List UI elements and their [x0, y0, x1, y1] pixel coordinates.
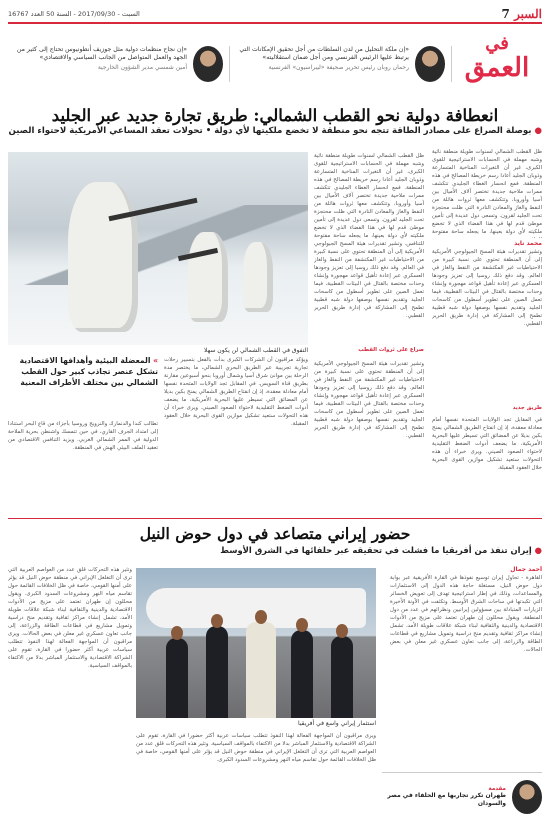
photo-caption: التفوق في القطب الشمالي لن يكون سهلا [204, 347, 308, 354]
brand-name: السبر [514, 7, 542, 21]
author-quote: طهران تكرر تجاربها مع الحلفاء في مصر والسودان [387, 792, 506, 807]
article-text: ظل القطب الشمالي لسنوات طويلة منطقة نائية وشبه مهملة في الحسابات الاستراتيجية للقوى الكبرى، غير أن التغيرات المناخية المتسارعة وذوبان الجليد أعادا رسم خريطة المصالح في هذه المنطقة. فمع انحسار الغطاء الجليدي تتكشف ممرات ملاحية جديدة تختصر آلاف الأميال بين آسيا وأوروبا، وتتكشف معها ثروات هائلة من النفط والغاز والمعادن النادرة التي ظلت محتجزة تحت الجليد لقرون. وتسعى دول عديدة إلى تأمين موطئ قدم لها في هذا الفضاء الذي لا تخضع ملكيته لأي دولة بعينها، ما يجعله ساحة مفتوحة للتنافس. [314, 153, 424, 247]
story1-subhead [8, 126, 542, 136]
pull-quote [8, 355, 158, 388]
article-text: وتشير تقديرات هيئة المسح الجيولوجي الأمريكية إلى أن المنطقة تحتوي على نسبة كبيرة من الاحتياطيات غير المكتشفة من النفط والغاز في العالم. وقد دفع ذلك روسيا إلى تعزيز وجودها العسكري عبر إعادة تأهيل قواعد مهجورة وإنشاء وحدات مختصة بالقتال في البيئات القطبية، فيما تعمل الصين على تطوير أسطول من كاسحات الجليد وتقديم نفسها بوصفها دولة شبه قطبية تطمح إلى المشاركة في إدارة طريق الحرير القطبي. [314, 361, 424, 439]
columnist-quote: «إن ملكة التحليل من لدن السلطات من أجل تحقيق الإمكانات التي يرتبط عليها الرئيس الفرنسي ومن أجل ضمان استقلاليته» [239, 46, 409, 62]
columnist-quote: «إن نجاح منظمات دولية مثل جوزيف أنطونيوس تحتاج إلى كثير من الجهد والعمل المتواصل من الجانب السياسي والاقتصادي» [16, 46, 187, 62]
story-divider [8, 518, 542, 519]
byline: محمد نايد [514, 240, 542, 247]
columnist-box-1 [8, 46, 230, 82]
article-text: ويقول محللون إن طهران تعتمد على مزيج من الأدوات الاقتصادية والدينية والثقافية لبناء شبكة علاقات طويلة الأمد، تشمل إنشاء مراكز ثقافية وتقديم منح دراسية وتمويل مشاريع في قطاعات الطاقة والزراعة، إلى جانب تعاون عسكري غير معلن في بعض الحالات. [390, 615, 542, 653]
photo-caption-2: استثمار إيراني واسع في أفريقيا [298, 720, 376, 727]
quote-mark-icon: » [150, 356, 158, 365]
article-text: وتشير تقديرات هيئة المسح الجيولوجي الأمريكية إلى أن المنطقة تحتوي على نسبة كبيرة من الاحتياطيات غير المكتشفة من النفط والغاز في العالم. وقد دفع ذلك روسيا إلى تعزيز وجودها العسكري عبر إعادة تأهيل قواعد مهجورة وإنشاء وحدات مختصة بالقتال في البيئات القطبية، فيما تعمل الصين على تطوير أسطول من كاسحات الجليد وتقديم نفسها بوصفها دولة شبه قطبية تطمح إلى المشاركة في إدارة طريق الحرير القطبي. [432, 249, 542, 327]
article-text: في المقابل تجد الولايات المتحدة نفسها أمام معادلة معقدة، إذ إن انفتاح الطريق الشمالي يمنح بكين بديلا عن المضائق التي تسيطر عليها البحرية الأمريكية، ما يضعف أدوات الضغط التقليدية لاحتواء الصعود الصيني. ويرى خبراء أن هذه التحولات ستعيد تشكيل موازين القوى البحرية خلال العقود المقبلة. [164, 381, 308, 427]
story1-col-left-2 [164, 356, 308, 516]
story1-subhead-text: بوصلة الصراع على مصادر الطاقة تتجه نحو منطقة لا تخضع ملكيتها لأي دولة • تحولات تعقد المساعي الأمريكية لاحتواء الصين [8, 126, 532, 136]
section-logo-line2: العمق [464, 53, 530, 83]
article-text: وتثير هذه التحركات قلق عدد من العواصم العربية التي ترى أن التغلغل الإيراني في منطقة حوض النيل قد يؤثر على أمنها القومي، خاصة في ظل الخلافات القائمة حول تقاسم مياه النهر ومشروعات السدود الكبرى. [136, 741, 376, 763]
page-number: 7 [501, 7, 510, 21]
article-text: ويقول محللون إن طهران تعتمد على مزيج من الأدوات الاقتصادية والدينية والثقافية لبناء شبكة علاقات طويلة الأمد، تشمل إنشاء مراكز ثقافية وتقديم منح دراسية وتمويل مشاريع في قطاعات الطاقة والزراعة، إلى جانب تعاون عسكري غير معلن في بعض الحالات. [8, 591, 132, 637]
subheading: صراع على ثروات القطب [358, 347, 424, 353]
bullet-icon: ● [531, 126, 542, 136]
article-text: ويرى مراقبون أن المواجهة الفعالة لهذا النفوذ تتطلب سياسات عربية أكثر حضورا في القارة، تقوم على الشراكة الاقتصادية والاستثمار المباشر بدلا من الاكتفاء بالمواقف السياسية. [136, 733, 376, 747]
story2-subhead-text: إيران تنفذ من أفريقيا ما فشلت في تحقيقه عبر حلفائها في الشرق الأوسط [220, 545, 532, 555]
story1-col-right-2 [432, 240, 542, 400]
avatar [415, 46, 445, 82]
subheading: طريق جديد [512, 405, 542, 411]
dateline: السبت - 2017/09/30 - السنة 50 العدد 16767 [8, 10, 140, 18]
arctic-soldiers-photo [8, 152, 308, 345]
story1-col-left [8, 420, 158, 515]
author-label: مقدمة [488, 786, 506, 792]
page-header [8, 28, 542, 100]
pull-quote-text: المعضلة البيئية وأهدافها الاقتصادية تشكل عنصر تجاذب كبير حول القطب الشمالي بين مختلف الأطراف المعنية [19, 356, 158, 387]
article-text: في المقابل تجد الولايات المتحدة نفسها أمام معادلة معقدة، إذ إن انفتاح الطريق الشمالي يمنح بكين بديلا عن المضائق التي تسيطر عليها البحرية الأمريكية، ما يضعف أدوات الضغط التقليدية لاحتواء الصعود الصيني. ويرى خبراء أن هذه التحولات ستعيد تشكيل موازين القوى البحرية خلال العقود المقبلة. [432, 417, 542, 471]
story2-headline: حضور إيراني متصاعد في دول حوض النيل [139, 524, 411, 543]
story1-sidehead-mid [314, 346, 424, 358]
article-text: ظل القطب الشمالي لسنوات طويلة منطقة نائية وشبه مهملة في الحسابات الاستراتيجية للقوى الكبرى، غير أن التغيرات المناخية المتسارعة وذوبان الجليد أعادا رسم خريطة المصالح في هذه المنطقة. فمع انحسار الغطاء الجليدي تتكشف ممرات ملاحية جديدة تختصر آلاف الأميال بين آسيا وأوروبا، وتتكشف معها ثروات هائلة من النفط والغاز والمعادن النادرة التي ظلت محتجزة تحت الجليد لقرون. وتسعى دول عديدة إلى تأمين موطئ قدم لها في هذا الفضاء الذي لا تخضع ملكيته لأي دولة بعينها، ما يجعله ساحة مفتوحة [432, 149, 542, 235]
story1-col-right-3 [432, 416, 542, 512]
story2-col-left [8, 566, 132, 818]
newspaper-brand [502, 7, 542, 21]
columnist-name: رحمان روبان رئيس تحرير صحيفة «ليبراسيون» الفرنسية [268, 64, 409, 72]
story1-col-middle [314, 152, 424, 342]
story2-author-box [382, 772, 542, 818]
article-text: وتثير هذه التحركات قلق عدد من العواصم العربية التي ترى أن التغلغل الإيراني في منطقة حوض النيل قد يؤثر على أمنها القومي، خاصة في ظل الخلافات القائمة حول تقاسم مياه النهر ومشروعات السدود الكبرى. [8, 567, 132, 597]
bullet-icon: ● [531, 545, 542, 555]
iran-africa-photo [136, 568, 376, 718]
story2-col-bottom [136, 732, 376, 818]
page-top-bar [8, 6, 542, 24]
story2-col-right [390, 566, 542, 766]
story2-subhead [8, 545, 542, 555]
columnist-box-2 [230, 46, 452, 82]
section-logo [452, 34, 542, 94]
story1-headline: انعطافة دولية نحو القطب الشمالي: طريق تجارة جديد عبر الجليد [51, 106, 499, 125]
story1-col-right [432, 148, 542, 238]
section-logo-line1: في [485, 33, 509, 54]
avatar [512, 780, 542, 814]
article-text: ويؤكد مراقبون أن الشركات الكبرى بدأت بالفعل بتسيير رحلات تجارية تجريبية عبر الطريق البحري الشمالي، ما يختصر مدة الرحلة بين موانئ شرق آسيا وشمال أوروبا بنحو أسبوعين مقارنة بطريق قناة السويس. [164, 357, 308, 387]
story1-sidehead-right [432, 404, 542, 414]
columnist-name: أمين شمسي مدير الشؤون الخارجية [97, 64, 187, 72]
story1-col-middle-2 [314, 360, 424, 516]
byline: أحمد جمال [510, 566, 542, 573]
article-text: وتشير تقديرات هيئة المسح الجيولوجي الأمريكية إلى أن المنطقة تحتوي على نسبة كبيرة من الاحتياطيات غير المكتشفة من النفط والغاز في العالم. وقد دفع ذلك روسيا إلى تعزيز وجودها العسكري عبر إعادة تأهيل قواعد مهجورة وإنشاء وحدات مختصة بالقتال في البيئات القطبية، فيما تعمل الصين على تطوير أسطول من كاسحات الجليد وتقديم نفسها بوصفها دولة شبه قطبية تطمح إلى المشاركة في إدارة طريق الحرير القطبي. [314, 241, 424, 319]
article-text: القاهرة - تحاول إيران توسيع نفوذها في القارة الأفريقية عبر بوابة دول حوض النيل، مستغلة حاجة هذه الدول إلى الاستثمارات والمساعدات، وذلك في إطار استراتيجية تهدف إلى تعويض الخسائر التي تكبدتها في ساحات الشرق الأوسط. وتكثفت في الآونة الأخيرة الزيارات المتبادلة بين مسؤولين إيرانيين ونظرائهم في عدد من دول المنطقة. [390, 575, 542, 621]
article-text: ويرى مراقبون أن المواجهة الفعالة لهذا النفوذ تتطلب سياسات عربية أكثر حضورا في القارة، تقوم على الشراكة الاقتصادية والاستثمار المباشر بدلا من الاكتفاء بالمواقف السياسية. [8, 631, 132, 669]
article-text: تطالب كندا والدنمارك والنرويج وروسيا بأجزاء من قاع البحر استنادا إلى امتداد الجرف القاري، في حين تتمسك واشنطن بحرية الملاحة الدولية في الممر الشمالي الغربي. ويزيد التنافس الاقتصادي من تعقيد الملف البيئي الهش في المنطقة. [8, 421, 158, 451]
avatar [193, 46, 223, 82]
